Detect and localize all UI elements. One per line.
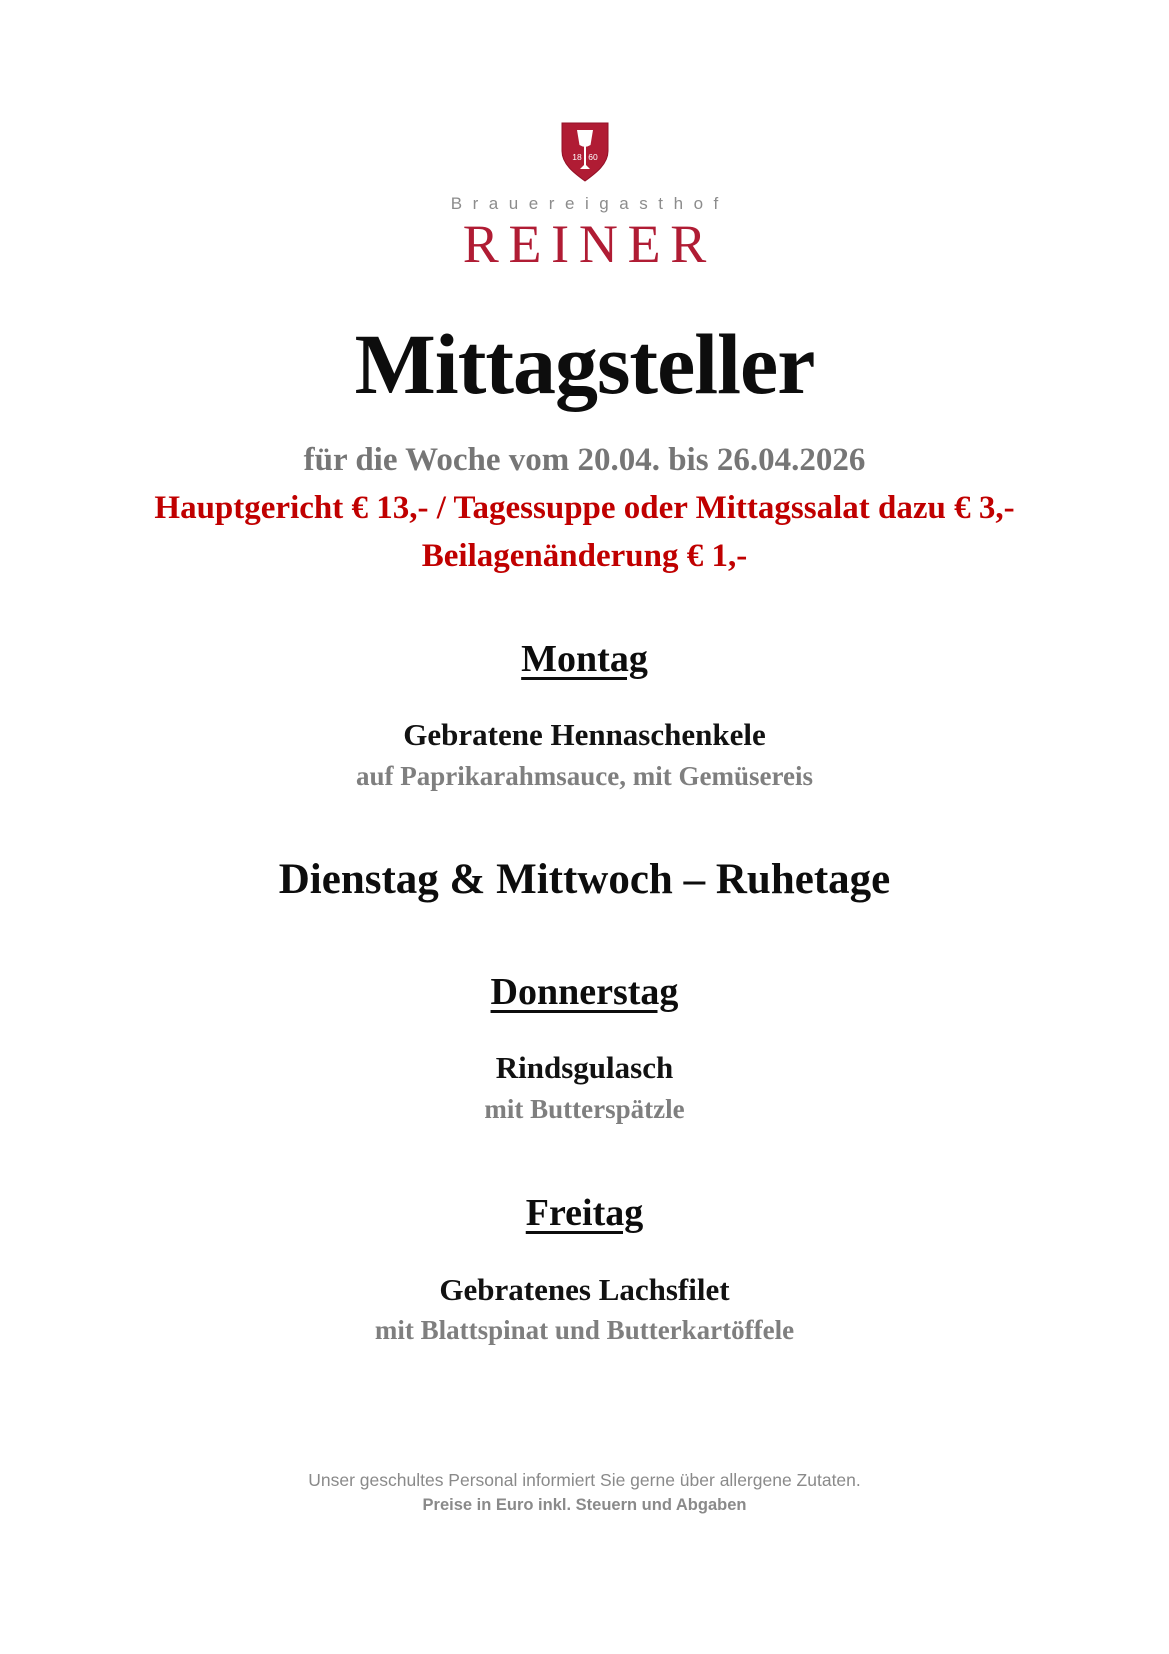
brand-tagline: Brauereigasthof [450,194,729,213]
day-heading-thursday: Donnerstag [490,970,679,1013]
day-heading-monday: Montag [521,637,648,680]
brand-name: REINER [462,214,717,274]
side-monday: auf Paprikarahmsauce, mit Gemüsereis [356,760,813,791]
footer-price-note: Preise in Euro inkl. Steuern und Abgaben [422,1495,747,1514]
shield-year-left: 18 [571,152,582,162]
price-line-main: Hauptgericht € 13,- / Tagessuppe oder Mittagssalat dazu € 3,- [154,489,1015,526]
side-friday: mit Blattspinat und Butterkartöffele [374,1315,795,1346]
closed-days-line: Dienstag & Mittwoch – Ruhetage [278,855,891,903]
brand-logo [0,0,1169,273]
side-thursday: mit Butterspätzle [484,1093,685,1124]
page-title: Mittagsteller [354,315,815,412]
footer [0,1468,1169,1517]
price-line-addon: Beilagenänderung € 1,- [421,537,748,574]
week-line: für die Woche vom 20.04. bis 26.04.2026 [303,441,866,478]
dish-thursday: Rindsgulasch [495,1050,674,1086]
day-heading-friday: Freitag [525,1191,644,1234]
dish-monday: Gebratene Hennaschenkele [403,717,766,753]
footer-allergy-note: Unser geschultes Personal informiert Sie gerne über allergene Zutaten. [308,1470,861,1491]
dish-friday: Gebratenes Lachsfilet [439,1271,730,1307]
brewery-shield-icon [560,122,610,182]
shield-year-right: 60 [587,152,598,162]
